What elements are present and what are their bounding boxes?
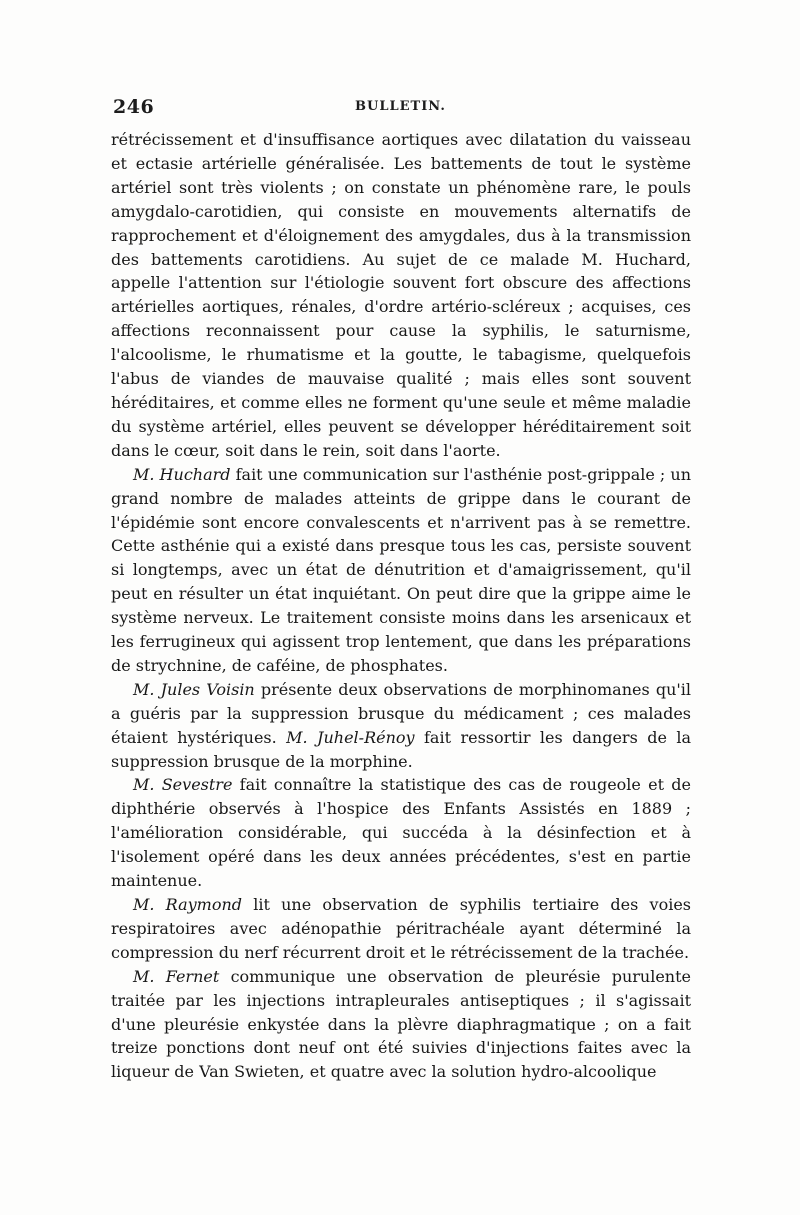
- paragraph-text: fait ressortir les dangers de la suppression brusque de la morphine.: [111, 727, 692, 771]
- paragraph-text: fait connaître la statistique des cas de rougeole et de diphthérie observés à l'hospice des Enfants Assistés en 1889 ; l'amélioration considérable, qui succéda à la désinfection et à l'isolement opéré dans les deux années précédentes, s'est en partie maintenue.: [111, 775, 691, 891]
- paragraph-huchard: [111, 463, 691, 678]
- paragraph-voisin: [111, 678, 691, 774]
- paragraph-text: présente deux observations de morphinomanes qu'il a guéris par la suppression brusque du médicament ; ces malades étaient hystériques.: [111, 679, 692, 747]
- paragraph-text: rétrécissement et d'insuffisance aortiques avec dilatation du vaisseau et ectasie artérielle généralisée. Les battements de tout le système artériel sont très violents ; on constate un phénomène rare, le pouls amygdalo-carotidien, qui consiste en mouvements alternatifs de rapprochement et d'éloignement des amygdales, dus à la transmission des battements carotidiens. Au sujet de ce malade M. Huchard, appelle l'attention sur l'étiologie souvent fort obscure des affections artérielles aortiques, rénales, d'ordre artério-scléreux ; acquises, ces affections reconnaissent pour cause la syphilis, le saturnisme, l'alcoolisme, le rhumatisme et la goutte, le tabagisme, quelquefois l'abus de viandes de mauvaise qualité ; mais elles sont souvent héréditaires, et comme elles ne forment qu'une seule et même maladie du système artériel, elles peuvent se développer héréditairement soit dans le cœur, soit dans le rein, soit dans l'aorte.: [111, 130, 691, 460]
- paragraph-text: communique une observation de pleurésie purulente traitée par les injections intrapleurales antiseptiques ; il s'agissait d'une pleurésie enkystée dans la plèvre diaphragmatique ; on a fait treize ponctions dont neuf ont été suivies d'injections faites avec la liqueur de Van Swieten, et quatre avec la solution hydro-alcoolique: [111, 966, 691, 1082]
- page-number: 246: [113, 96, 155, 118]
- paragraph-aortic-insufficiency: [111, 128, 691, 463]
- speaker-name: M. Jules Voisin: [133, 679, 255, 699]
- body-text: [111, 128, 691, 1084]
- paragraph-text: lit une observation de syphilis tertiaire des voies respiratoires avec adénopathie péritrachéale ayant déterminé la compression du nerf récurrent droit et le rétrécissement de la trachée.: [111, 895, 691, 962]
- page-header: [113, 96, 688, 122]
- running-title: BULLETIN.: [355, 99, 446, 114]
- speaker-name: M. Juhel-Rénoy: [286, 727, 415, 747]
- paragraph-sevestre: [111, 773, 691, 893]
- speaker-name: M. Huchard: [133, 464, 231, 484]
- speaker-name: M. Sevestre: [133, 775, 233, 795]
- paragraph-text: fait une communication sur l'asthénie post-grippale ; un grand nombre de malades atteints de grippe dans le courant de l'épidémie sont encore convalescents et n'arrivent pas à se remettre. Cette asthénie qui a existé dans presque tous les cas, persiste souvent si longtemps, avec un état de dénutrition et d'amaigrissement, qu'il peut en résulter un état inquiétant. On peut dire que la grippe aime le système nerveux. Le traitement consiste moins dans les arsenicaux et les ferrugineux qui agissent trop lentement, que dans les préparations de strychnine, de caféine, de phosphates.: [111, 464, 691, 675]
- speaker-name: M. Fernet: [133, 966, 220, 986]
- paragraph-raymond: [111, 893, 691, 965]
- paragraph-fernet: [111, 965, 691, 1085]
- speaker-name: M. Raymond: [133, 895, 243, 914]
